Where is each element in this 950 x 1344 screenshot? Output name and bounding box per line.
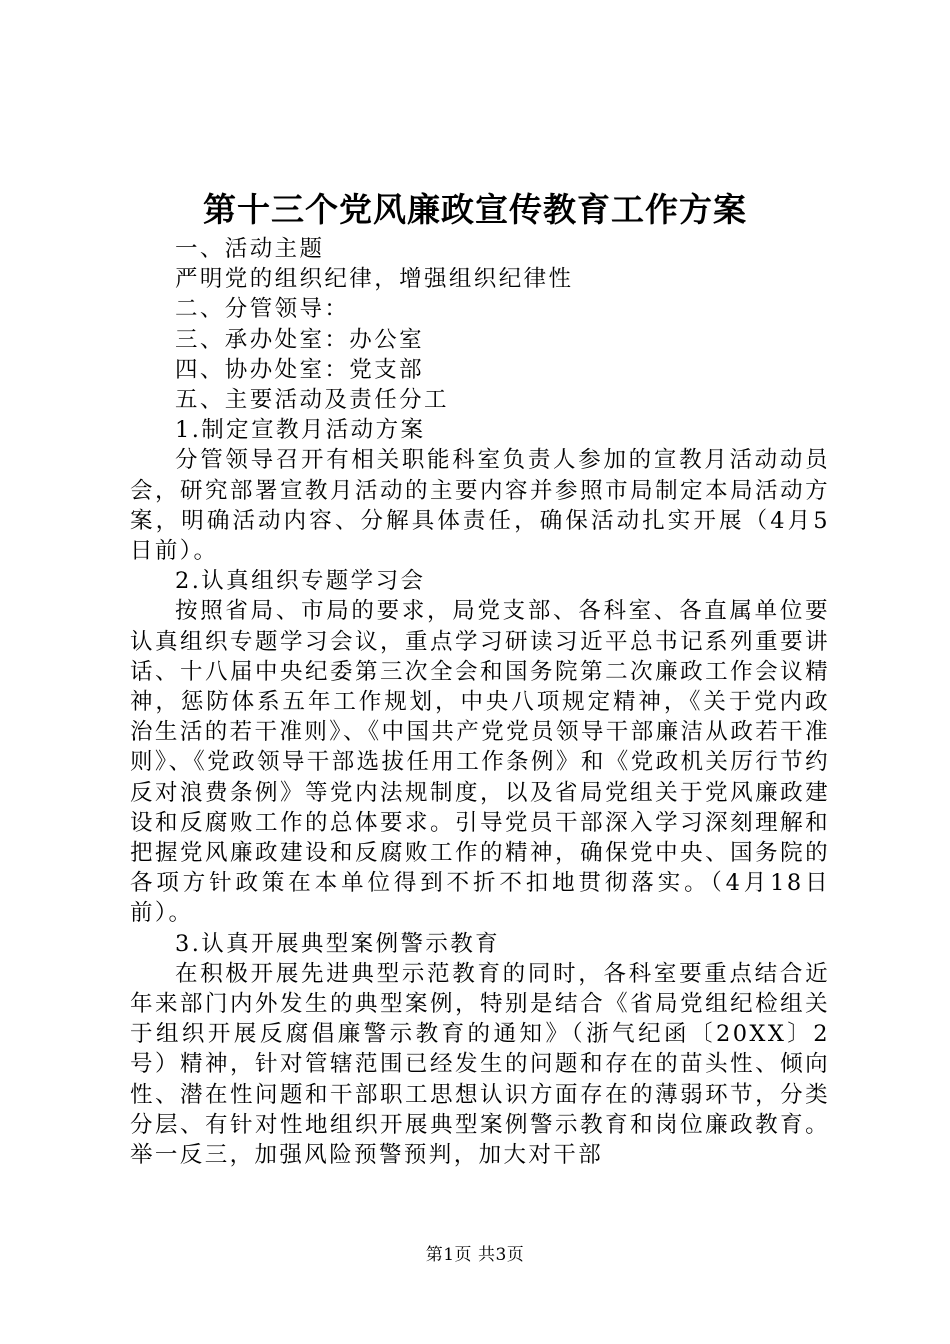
document-title: 第十三个党风廉政宣传教育工作方案 <box>203 190 747 229</box>
paragraph-1: 分管领导召开有相关职能科室负责人参加的宣教月活动动员会，研究部署宣教月活动的主要内容并参照市局制定本局活动方案，明确活动内容、分解具体责任，确保活动扎实开展（4月5日前）。 <box>130 447 830 565</box>
heading-host-office: 三、承办处室：办公室 <box>175 326 425 353</box>
subheading-3: 3.认真开展典型案例警示教育 <box>175 930 501 957</box>
heading-main-activities: 五、主要活动及责任分工 <box>175 387 449 414</box>
paragraph-theme-text: 严明党的组织纪律，增强组织纪律性 <box>175 266 574 293</box>
heading-activity-theme: 一、活动主题 <box>175 236 325 262</box>
subheading-1: 1.制定宣教月活动方案 <box>175 417 426 444</box>
heading-leader: 二、分管领导： <box>175 296 350 323</box>
document-body <box>130 234 830 1170</box>
page-number-footer: 第1页 共3页 <box>425 1245 525 1265</box>
heading-co-office: 四、协办处室：党支部 <box>175 356 425 383</box>
paragraph-3: 在积极开展先进典型示范教育的同时，各科室要重点结合近年来部门内外发生的典型案例，特别是结合《省局党组纪检组关于组织开展反腐倡廉警示教育的通知》（浙气纪函〔20XX〕2号）精神，针对管辖范围已经发生的问题和存在的苗头性、倾向性、潜在性问题和干部职工思想认识方面存在的薄弱环节，分类分层、有针对性地组织开展典型案例警示教育和岗位廉政教育。举一反三，加强风险预警预判，加大对干部 <box>130 960 830 1169</box>
subheading-2: 2.认真组织专题学习会 <box>175 568 426 595</box>
paragraph-2: 按照省局、市局的要求，局党支部、各科室、各直属单位要认真组织专题学习会议，重点学习研读习近平总书记系列重要讲话、十八届中央纪委第三次全会和国务院第二次廉政工作会议精神，惩防体系五年工作规划，中央八项规定精神，《关于党内政治生活的若干准则》、《中国共产党党员领导干部廉洁从政若干准则》、《党政领导干部选拔任用工作条例》和《党政机关厉行节约反对浪费条例》等党内法规制度，以及省局党组关于党风廉政建设和反腐败工作的总体要求。引导党员干部深入学习深刻理解和把握党风廉政建设和反腐败工作的精神，确保党中央、国务院的各项方针政策在本单位得到不折不扣地贯彻落实。（4月18日前）。 <box>130 598 830 927</box>
